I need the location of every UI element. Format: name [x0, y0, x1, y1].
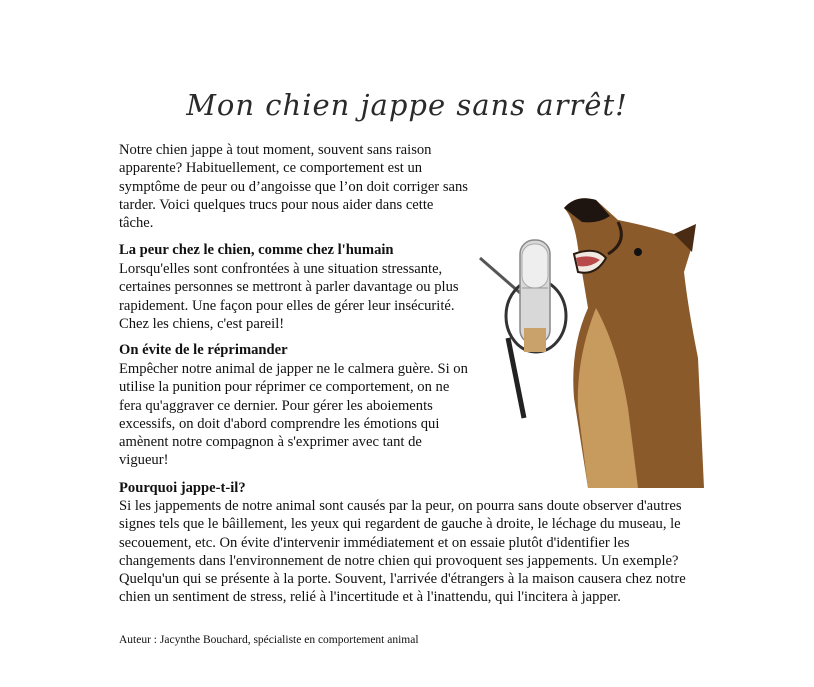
section-body-fear: Lorsqu'elles sont confrontées à une situation stressante, certaines personnes se mettront à parler davantage ou plus rapidement. Une façon pour elles de gérer leur insécurité. Chez les chiens, c'est pareil! [119, 261, 459, 332]
dog-microphone-image [478, 188, 704, 488]
intro-paragraph: Notre chien jappe à tout moment, souvent sans raison apparente? Habituellement, ce comportement est un symptôme de peur ou d’angoisse que l’on doit corriger sans tarder. Voici quelques trucs pour nous aider dans cette tâche. [119, 142, 468, 232]
microphone-icon [480, 240, 566, 418]
dog-illustration [564, 198, 704, 488]
article-title: Mon chien jappe sans arrêt! [186, 88, 628, 122]
section-heading-why: Pourquoi jappe-t-il? [119, 480, 246, 496]
section-body-why: Si les jappements de notre animal sont causés par la peur, on pourra sans doute observer d'autres signes tels que le bâillement, les yeux qui regardent de gauche à droite, le léchage du museau, le secouement, etc. On évite d'intervenir immédiatement et on essaie plutôt d'identifier les changements dans l'environnement de notre chien qui provoquent ses jappements. Un exemple? Quelqu'un qui se présente à la porte. Souvent, l'arrivée d'étrangers à la maison causera chez notre chien un sentiment de stress, relié à l'incertitude et à l'inattendu, qui l'incitera à japper. [119, 498, 686, 606]
section-heading-reprimand: On évite de le réprimander [119, 342, 288, 358]
section-body-reprimand: Empêcher notre animal de japper ne le calmera guère. Si on utilise la punition pour réprimer ce comportement, on ne fera qu'aggraver ce dernier. Pour gérer les aboiements excessifs, on doit d'abord comprendre les émotions qui amènent notre compagnon à s'exprimer avec tant de vigueur! [119, 361, 468, 469]
section-heading-fear: La peur chez le chien, comme chez l'humain [119, 242, 394, 258]
author-credit: Auteur : Jacynthe Bouchard, spécialiste en comportement animal [119, 634, 419, 646]
